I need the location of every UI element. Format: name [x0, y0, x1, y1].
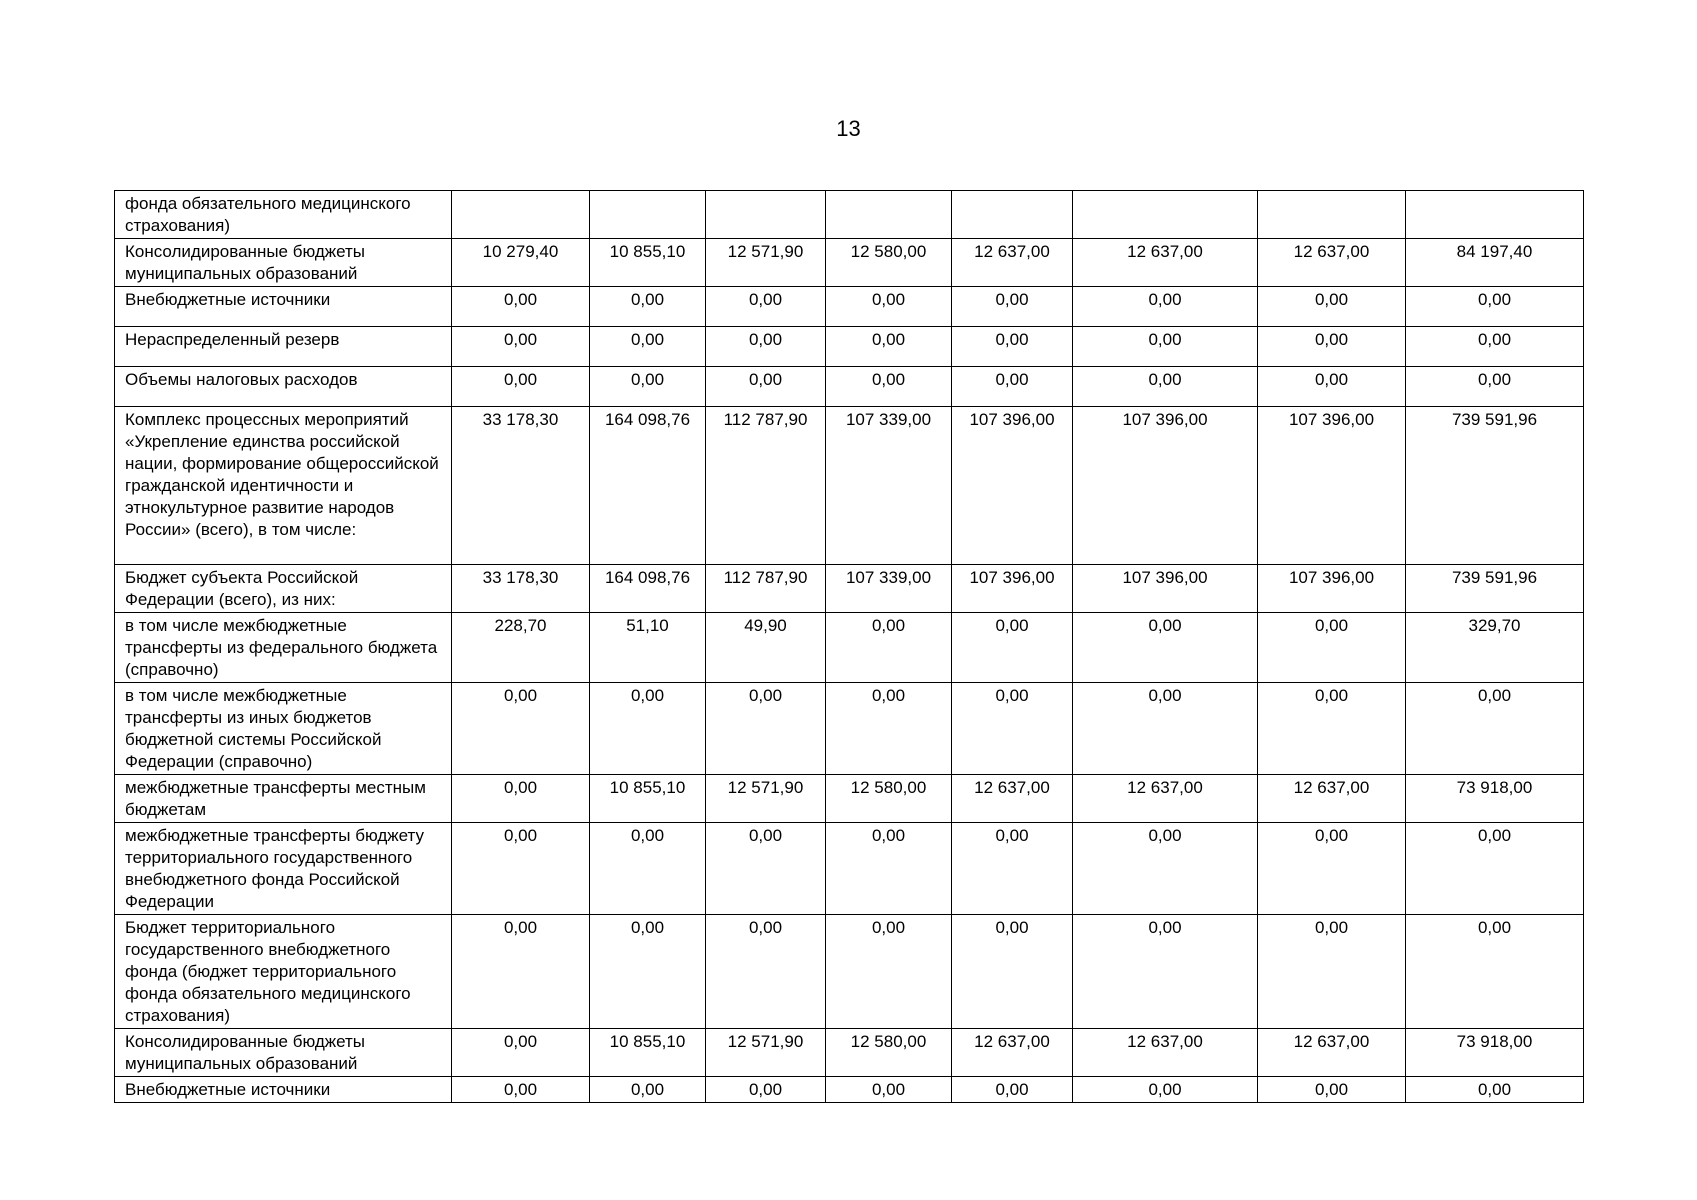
row-label: Консолидированные бюджеты муниципальных образований — [115, 239, 452, 287]
value-cell: 107 396,00 — [1073, 565, 1258, 613]
row-label: Внебюджетные источники — [115, 1077, 452, 1103]
value-cell: 112 787,90 — [706, 407, 826, 565]
value-cell: 12 571,90 — [706, 239, 826, 287]
row-label: Бюджет субъекта Российской Федерации (всего), из них: — [115, 565, 452, 613]
value-cell: 12 637,00 — [1073, 775, 1258, 823]
value-cell: 0,00 — [1258, 823, 1406, 915]
value-cell: 10 855,10 — [590, 1029, 706, 1077]
value-cell: 73 918,00 — [1406, 1029, 1584, 1077]
value-cell: 0,00 — [590, 287, 706, 327]
value-cell: 0,00 — [952, 327, 1073, 367]
value-cell: 739 591,96 — [1406, 407, 1584, 565]
value-cell: 739 591,96 — [1406, 565, 1584, 613]
value-cell: 0,00 — [1406, 1077, 1584, 1103]
value-cell: 0,00 — [452, 287, 590, 327]
value-cell — [826, 191, 952, 239]
value-cell: 107 396,00 — [1073, 407, 1258, 565]
value-cell: 0,00 — [706, 367, 826, 407]
row-label: Нераспределенный резерв — [115, 327, 452, 367]
value-cell: 0,00 — [1258, 367, 1406, 407]
value-cell: 0,00 — [826, 367, 952, 407]
value-cell: 12 580,00 — [826, 239, 952, 287]
value-cell: 0,00 — [1073, 683, 1258, 775]
value-cell: 107 396,00 — [1258, 565, 1406, 613]
value-cell: 107 339,00 — [826, 565, 952, 613]
value-cell — [952, 191, 1073, 239]
value-cell: 12 637,00 — [952, 239, 1073, 287]
value-cell: 107 396,00 — [952, 565, 1073, 613]
value-cell: 0,00 — [952, 287, 1073, 327]
value-cell: 0,00 — [590, 367, 706, 407]
table-row — [115, 367, 1584, 407]
value-cell: 12 637,00 — [1258, 239, 1406, 287]
value-cell: 0,00 — [1406, 287, 1584, 327]
value-cell: 0,00 — [706, 683, 826, 775]
value-cell: 0,00 — [826, 1077, 952, 1103]
value-cell: 12 571,90 — [706, 775, 826, 823]
value-cell: 329,70 — [1406, 613, 1584, 683]
value-cell: 0,00 — [1406, 823, 1584, 915]
value-cell: 0,00 — [952, 823, 1073, 915]
value-cell: 73 918,00 — [1406, 775, 1584, 823]
table-row — [115, 823, 1584, 915]
value-cell: 107 339,00 — [826, 407, 952, 565]
value-cell: 0,00 — [1406, 367, 1584, 407]
value-cell: 0,00 — [826, 823, 952, 915]
value-cell: 84 197,40 — [1406, 239, 1584, 287]
value-cell: 12 637,00 — [952, 1029, 1073, 1077]
value-cell: 0,00 — [452, 915, 590, 1029]
table-row — [115, 613, 1584, 683]
value-cell: 0,00 — [706, 823, 826, 915]
value-cell: 0,00 — [452, 683, 590, 775]
value-cell — [1406, 191, 1584, 239]
table-row — [115, 407, 1584, 565]
value-cell: 0,00 — [1258, 613, 1406, 683]
value-cell: 0,00 — [452, 1029, 590, 1077]
value-cell: 49,90 — [706, 613, 826, 683]
value-cell: 0,00 — [952, 1077, 1073, 1103]
value-cell — [590, 191, 706, 239]
value-cell — [1258, 191, 1406, 239]
value-cell — [706, 191, 826, 239]
value-cell: 0,00 — [1073, 367, 1258, 407]
value-cell: 33 178,30 — [452, 565, 590, 613]
row-label: межбюджетные трансферты местным бюджетам — [115, 775, 452, 823]
value-cell: 10 855,10 — [590, 775, 706, 823]
value-cell: 0,00 — [1258, 683, 1406, 775]
value-cell: 0,00 — [590, 915, 706, 1029]
value-cell: 12 637,00 — [1258, 1029, 1406, 1077]
value-cell: 164 098,76 — [590, 565, 706, 613]
value-cell: 0,00 — [452, 1077, 590, 1103]
value-cell: 0,00 — [1258, 915, 1406, 1029]
page-number: 13 — [836, 116, 861, 141]
table-row — [115, 191, 1584, 239]
value-cell: 0,00 — [952, 613, 1073, 683]
row-label: межбюджетные трансферты бюджету территориального государственного внебюджетного фонда Российской Федерации — [115, 823, 452, 915]
value-cell: 0,00 — [1073, 915, 1258, 1029]
value-cell: 0,00 — [590, 683, 706, 775]
value-cell: 0,00 — [706, 915, 826, 1029]
value-cell: 0,00 — [1406, 915, 1584, 1029]
value-cell: 0,00 — [706, 1077, 826, 1103]
row-label: Внебюджетные источники — [115, 287, 452, 327]
value-cell: 228,70 — [452, 613, 590, 683]
value-cell: 33 178,30 — [452, 407, 590, 565]
value-cell: 0,00 — [1073, 613, 1258, 683]
table-row — [115, 1077, 1584, 1103]
table-row — [115, 239, 1584, 287]
table-body — [115, 191, 1584, 1103]
value-cell: 0,00 — [952, 367, 1073, 407]
value-cell: 0,00 — [1406, 683, 1584, 775]
row-label: Консолидированные бюджеты муниципальных образований — [115, 1029, 452, 1077]
value-cell: 0,00 — [1258, 1077, 1406, 1103]
row-label: Бюджет территориального государственного внебюджетного фонда (бюджет территориального фонда обязательного медицинского страхования) — [115, 915, 452, 1029]
value-cell: 0,00 — [826, 915, 952, 1029]
value-cell: 0,00 — [1258, 327, 1406, 367]
value-cell: 164 098,76 — [590, 407, 706, 565]
table-row — [115, 775, 1584, 823]
value-cell: 0,00 — [452, 823, 590, 915]
value-cell: 0,00 — [1406, 327, 1584, 367]
table-row — [115, 683, 1584, 775]
value-cell: 0,00 — [1073, 287, 1258, 327]
row-label: в том числе межбюджетные трансферты из иных бюджетов бюджетной системы Российской Федерации (справочно) — [115, 683, 452, 775]
value-cell: 0,00 — [826, 327, 952, 367]
value-cell: 0,00 — [590, 327, 706, 367]
value-cell: 12 637,00 — [1258, 775, 1406, 823]
value-cell: 0,00 — [1073, 1077, 1258, 1103]
value-cell: 12 637,00 — [1073, 1029, 1258, 1077]
value-cell: 12 580,00 — [826, 775, 952, 823]
budget-table — [114, 190, 1584, 1103]
value-cell: 12 637,00 — [1073, 239, 1258, 287]
table-row — [115, 287, 1584, 327]
value-cell: 0,00 — [590, 823, 706, 915]
value-cell: 0,00 — [952, 915, 1073, 1029]
row-label: фонда обязательного медицинского страхования) — [115, 191, 452, 239]
row-label: Комплекс процессных мероприятий «Укрепление единства российской нации, формирование общероссийской гражданской идентичности и этнокультурное развитие народов России» (всего), в том числе: — [115, 407, 452, 565]
value-cell: 0,00 — [826, 683, 952, 775]
value-cell: 0,00 — [706, 327, 826, 367]
table-row — [115, 1029, 1584, 1077]
value-cell: 12 571,90 — [706, 1029, 826, 1077]
value-cell: 107 396,00 — [952, 407, 1073, 565]
value-cell: 0,00 — [1073, 327, 1258, 367]
value-cell: 12 580,00 — [826, 1029, 952, 1077]
value-cell: 0,00 — [1073, 823, 1258, 915]
value-cell: 0,00 — [452, 327, 590, 367]
row-label: Объемы налоговых расходов — [115, 367, 452, 407]
value-cell: 10 279,40 — [452, 239, 590, 287]
table-row — [115, 327, 1584, 367]
value-cell: 0,00 — [826, 287, 952, 327]
value-cell: 0,00 — [590, 1077, 706, 1103]
value-cell: 0,00 — [452, 775, 590, 823]
value-cell: 0,00 — [452, 367, 590, 407]
value-cell: 12 637,00 — [952, 775, 1073, 823]
row-label: в том числе межбюджетные трансферты из федерального бюджета (справочно) — [115, 613, 452, 683]
value-cell: 107 396,00 — [1258, 407, 1406, 565]
value-cell: 0,00 — [706, 287, 826, 327]
value-cell — [452, 191, 590, 239]
value-cell: 0,00 — [1258, 287, 1406, 327]
value-cell: 51,10 — [590, 613, 706, 683]
value-cell: 0,00 — [952, 683, 1073, 775]
table-row — [115, 915, 1584, 1029]
value-cell: 0,00 — [826, 613, 952, 683]
value-cell — [1073, 191, 1258, 239]
table-row — [115, 565, 1584, 613]
value-cell: 10 855,10 — [590, 239, 706, 287]
value-cell: 112 787,90 — [706, 565, 826, 613]
